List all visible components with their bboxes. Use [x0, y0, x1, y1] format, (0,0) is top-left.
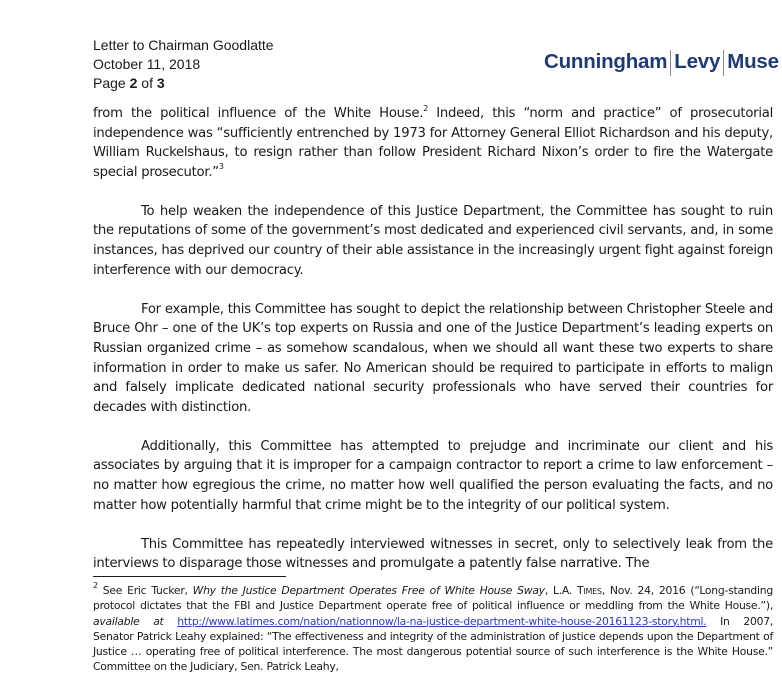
paragraph-1: from the political influence of the White House.$^2$ Indeed, this “norm and practice” of prosecutorial independence was “sufficiently entrenched by 1973 for Attorney General Elliot Richardson and his deputy, William Ruckelshaus, to resign rather than follow President Richard Nixon’s order to fire the Watergate special prosecutor.”$^3$: [93, 103, 773, 180]
letter-recipient-line: Letter to Chairman Goodlatte: [93, 37, 274, 53]
footnote-2: $^2$ See Eric Tucker, Why the Justice Department Operates Free of White House Sway, L.A. Times, Nov. 24, 2016 (“Long-standing protocol dictates that the FBI and Justice Department operate free of political influence or meddling from the White House.”), available at http://www.latimes.com/nation/nationnow/la-na-justice-department-white-house-20161123-story.html. In 2007, Senator Patrick Leahy explained: “The effectiveness and integrity of the administration of justice depends upon the Department of Justice … operating free of political interference. The most dangerous potential source of such interference is the White House.” Committee on the Judiciary, Sen. Patrick Leahy,: [93, 581, 774, 674]
footnote-ref-3[interactable]: 3: [218, 162, 224, 172]
paragraph-4: Additionally, this Committee has attempted to prejudge and incriminate our client and his associates by arguing that it is improper for a campaign contractor to report a crime to law enforcement – no matter how egregious the crime, no matter how well qualified the person evaluating the facts, and no matter how potentially harmful that crime might be to the integrity of our political system.: [93, 438, 773, 513]
paragraph-2: To help weaken the independence of this Justice Department, the Committee has sought to ruin the reputations of some of the government’s most dedicated and experienced civil servants, and, in some instances, has deprived our country of their able assistance in the increasingly urgent fight against foreign interference with our democracy.: [93, 203, 773, 278]
logo-divider: [723, 50, 724, 76]
page-number: Page 2 of 3: [93, 75, 165, 91]
logo-part-cunningham: Cunningham: [544, 50, 668, 73]
total-pages: 3: [156, 75, 165, 91]
logo-divider: [670, 50, 671, 76]
footnote-ref-2[interactable]: 2: [423, 103, 429, 113]
article-link[interactable]: http://www.latimes.com/nation/nationnow/la-na-justice-department-white-house-20161123-story.html.: [177, 614, 707, 628]
publication-name: Times: [577, 584, 602, 597]
paragraph-5: This Committee has repeatedly interviewed witnesses in secret, only to selectively leak from the interviews to disparage those witnesses and promulgate a patently false narrative. The: [93, 536, 773, 572]
article-title: Why the Justice Department Operates Free of White House Sway: [192, 584, 545, 597]
footnote-number: 2: [93, 581, 98, 591]
firm-logo: [544, 49, 779, 75]
paragraph-3: For example, this Committee has sought to depict the relationship between Christopher Steele and Bruce Ohr – one of the UK’s top experts on Russia and one of the Justice Department’s leading experts on Russian organized crime – as somehow scandalous, when we should all want these two experts to share information in order to make us safer. No American should be required to participate in efforts to malign and falsely implicate dedicated national security professionals who have served their countries for decades with distinction.: [93, 301, 773, 415]
logo-part-levy: Levy: [674, 50, 721, 73]
footnote-separator: [93, 576, 286, 577]
logo-part-muse: Muse: [727, 50, 779, 73]
letter-date: October 11, 2018: [93, 56, 201, 72]
current-page: 2: [129, 75, 138, 91]
letter-body: [93, 104, 773, 574]
letter-header: [93, 36, 274, 93]
